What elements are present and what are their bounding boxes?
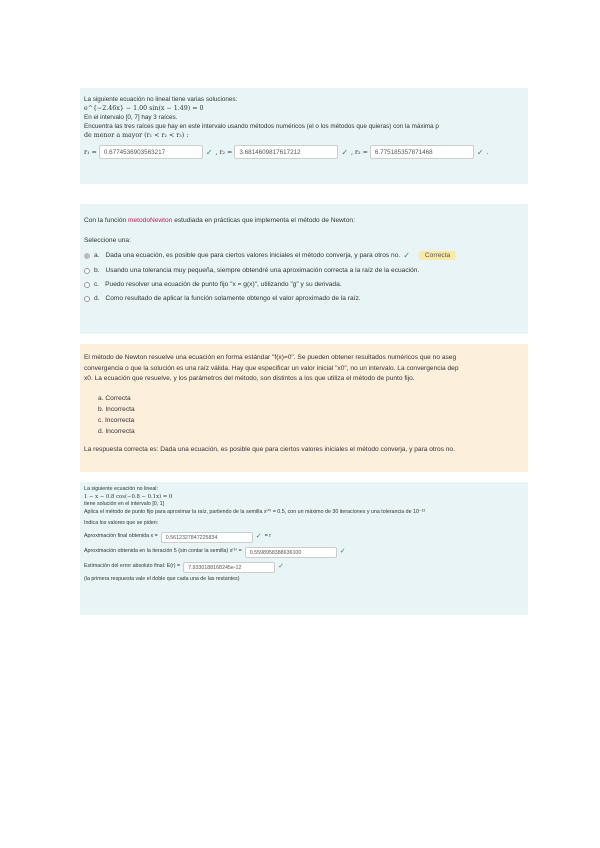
radio[interactable] [84,296,90,302]
feedback-card [80,344,528,472]
option-letter: a. [94,252,100,259]
question-text [84,217,524,224]
interval-text: En el intervalo [0, 7] hay 3 raíces. [84,114,178,121]
list-item: d. Incorrecta [98,427,135,435]
final-suffix: = r [264,533,271,540]
option-d[interactable] [84,295,524,302]
radio-selected[interactable] [84,253,90,259]
option-text: Puedo resolver una ecuación de punto fijo "x = g(x)", utilizando "g" y su derivada. [105,281,342,288]
list-item: b. Incorrecta [98,405,135,413]
correct-badge: Correcta [419,251,456,260]
r3-label: , r₃ = [351,148,368,156]
answer-row-iteration5 [84,547,524,558]
option-text: Usando una tolerancia muy pequeña, siempre obtendré una aproximación correcta a la raíz de la ecuación. [105,267,420,274]
check-icon: ✓ [403,251,410,260]
equation: 1 − x − 0.8 cos(−0.8 − 0.1x) = 0 [84,493,173,500]
feedback-text: convergencia o que la solución es una raíz válida. Hay que especificar un valor inicial "x0", no un intervalo. La convergencia dep [84,364,459,372]
check-icon: ✓ [255,533,262,541]
iteration5-label: Aproximación obtenida en la iteración 5 (sin contar la semilla) x⁽⁵⁾ = [84,548,242,555]
final-label: Aproximación final obtenida x = [84,533,158,540]
option-letter: d. [94,295,100,302]
check-icon: ✓ [205,147,213,157]
option-letter: b. [94,267,100,274]
list-item: c. Incorrecta [98,416,135,424]
option-b[interactable] [84,267,524,274]
radio[interactable] [84,268,90,274]
check-icon: ✓ [476,147,484,157]
option-a[interactable] [84,251,524,260]
option-c[interactable] [84,281,524,288]
list-item: a. Correcta [98,394,131,402]
option-text: Como resultado de aplicar la función solamente obtengo el valor aproximado de la raíz. [105,295,361,302]
question-text: La siguiente ecuación no lineal tiene varias soluciones: [84,96,238,103]
instruction-text: Encuentra las tres raíces que hay en este intervalo usando métodos numéricos (el o los métodos que quieras) con la máxima p [84,123,439,130]
error-label: Estimación del error absoluto final: E(r) = [84,563,181,570]
period: . [486,148,489,156]
function-name: metodoNewton [128,217,173,224]
question-card-roots [80,88,528,184]
prompt-after: estudiada en prácticas que implementa el método de Newton: [172,217,355,224]
indica-text: Indica los valores que se piden: [84,520,159,526]
feedback-text: El método de Newton resuelve una ecuación en forma estándar "f(x)=0". Se pueden obtener resultados numéricos que no aseg [84,354,457,361]
check-icon: ✓ [341,147,349,157]
radio[interactable] [84,282,90,288]
check-icon: ✓ [278,563,284,571]
r2-label: , r₂ = [215,148,233,156]
equation: e^{−2.46x} − 1.00 sin(x − 1.49) = 0 [84,105,204,112]
feedback-text: x0. La ecuación que resuelve, y los parámetros del método, son distintos a los que utiliza el método de punto fijo. [84,375,415,382]
feedback-list [98,393,524,437]
error-input[interactable]: 7.9330188168245e-12 [183,562,275,573]
question-card-newton [80,204,528,334]
select-label: Seleccione una: [84,237,131,244]
instruction-text: Aplica el método de punto fijo para aproximar la raíz, partiendo de la semilla x⁽⁰⁾ = 0.5, con un máximo de 30 iteraciones y una tolerancia de 10⁻¹² [84,508,426,515]
option-letter: c. [94,281,100,288]
check-icon: ✓ [339,548,346,556]
question-card-fixed-point [80,482,528,615]
r1-label: r₁ = [84,148,97,156]
answer-row [84,145,524,159]
iteration5-input[interactable]: 0.5598958388636100 [245,547,337,558]
r2-input[interactable]: 3.6814609817617212 [234,145,338,159]
r3-input[interactable]: 6.775185357871468 [370,145,474,159]
r1-input[interactable]: 0.6774536903563217 [99,145,203,159]
option-text: Dada una ecuación, es posible que para ciertos valores iniciales el método converja, y para otros no. [105,252,401,259]
prompt-before: Con la función [84,217,128,224]
answer-row-error [84,562,524,573]
correct-answer-text: La respuesta correcta es: Dada una ecuación, es posible que para ciertos valores iniciales el método converja, y para otros no. [84,445,455,453]
interval-text: tiene solución en el intervalo [0, 1] [84,501,165,507]
final-approx-input[interactable]: 0.5612327847225834 [161,532,253,543]
order-text: de menor a mayor (r₁ < r₂ < r₃) : [84,132,189,139]
question-text: La siguiente ecuación no lineal: [84,486,158,492]
note-text: (la primera respuesta vale el doble que cada una de las restantes) [84,575,240,582]
answer-row-final [84,532,524,543]
